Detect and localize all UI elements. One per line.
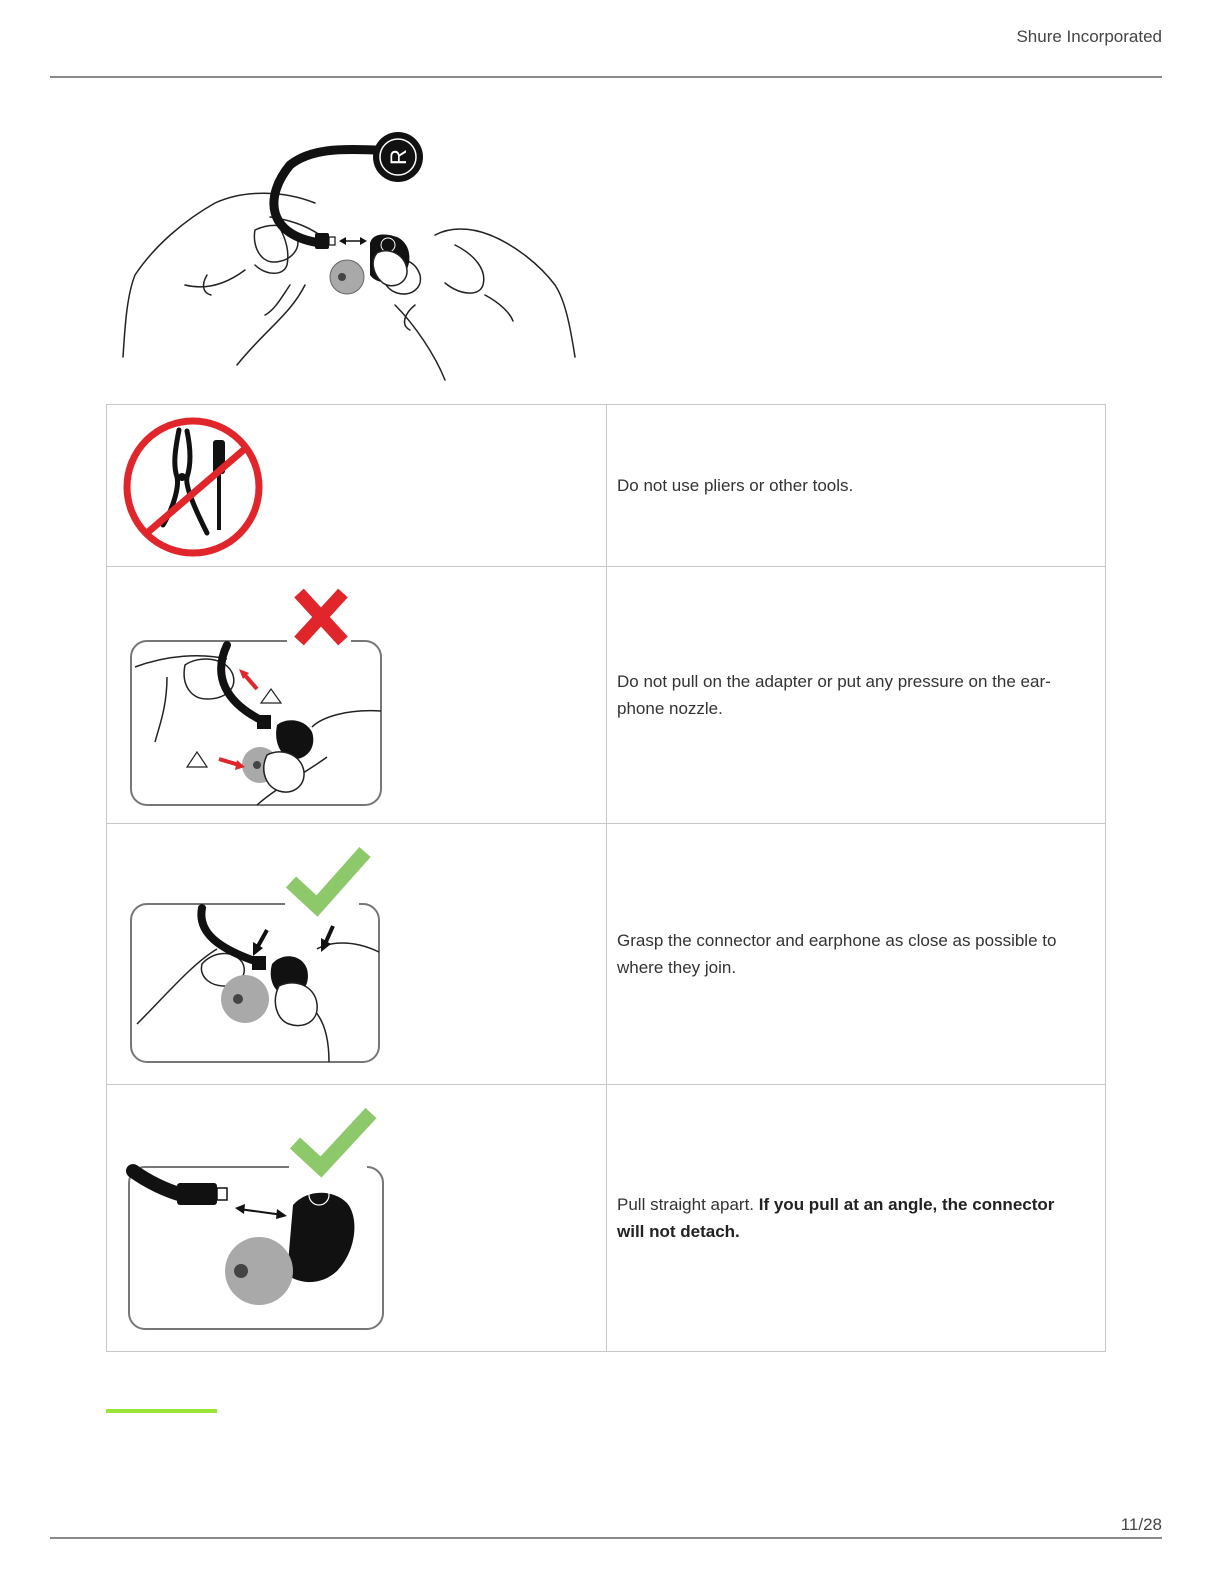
instructions-table: [106, 404, 1106, 1352]
step-1-image-cell: [107, 405, 607, 567]
header-divider: [50, 76, 1162, 78]
header-company-name: Shure Incorporated: [1016, 27, 1162, 46]
step-2-text: Do not pull on the adapter or put any pressure on the ear-phone nozzle.: [607, 567, 1106, 824]
step-4-text: [607, 1085, 1106, 1352]
table-row: [107, 405, 1106, 567]
step-2-illustration: [107, 567, 606, 823]
section-accent-bar: [106, 1409, 217, 1413]
page-number: 11/28: [1120, 1515, 1162, 1534]
table-row: [107, 824, 1106, 1085]
step-3-text: Grasp the connector and earphone as close as possible to where they join.: [607, 824, 1106, 1085]
step-2-image-cell: [107, 567, 607, 824]
step-3-illustration: [107, 824, 606, 1084]
step-4-image-cell: [107, 1085, 607, 1352]
step-4-text-warning: If you pull at an angle, the connector will not detach.: [617, 1195, 1055, 1241]
table-row: [107, 1085, 1106, 1352]
hero-r-marking: R: [386, 149, 411, 165]
step-4-text-plain: Pull straight apart.: [617, 1195, 759, 1214]
hero-detach-illustration: [115, 125, 585, 385]
no-tools-icon: [107, 405, 606, 566]
step-1-text: Do not use pliers or other tools.: [607, 405, 1106, 567]
footer-divider: [50, 1537, 1162, 1539]
step-3-image-cell: [107, 824, 607, 1085]
step-4-illustration: [107, 1085, 606, 1351]
table-row: [107, 567, 1106, 824]
